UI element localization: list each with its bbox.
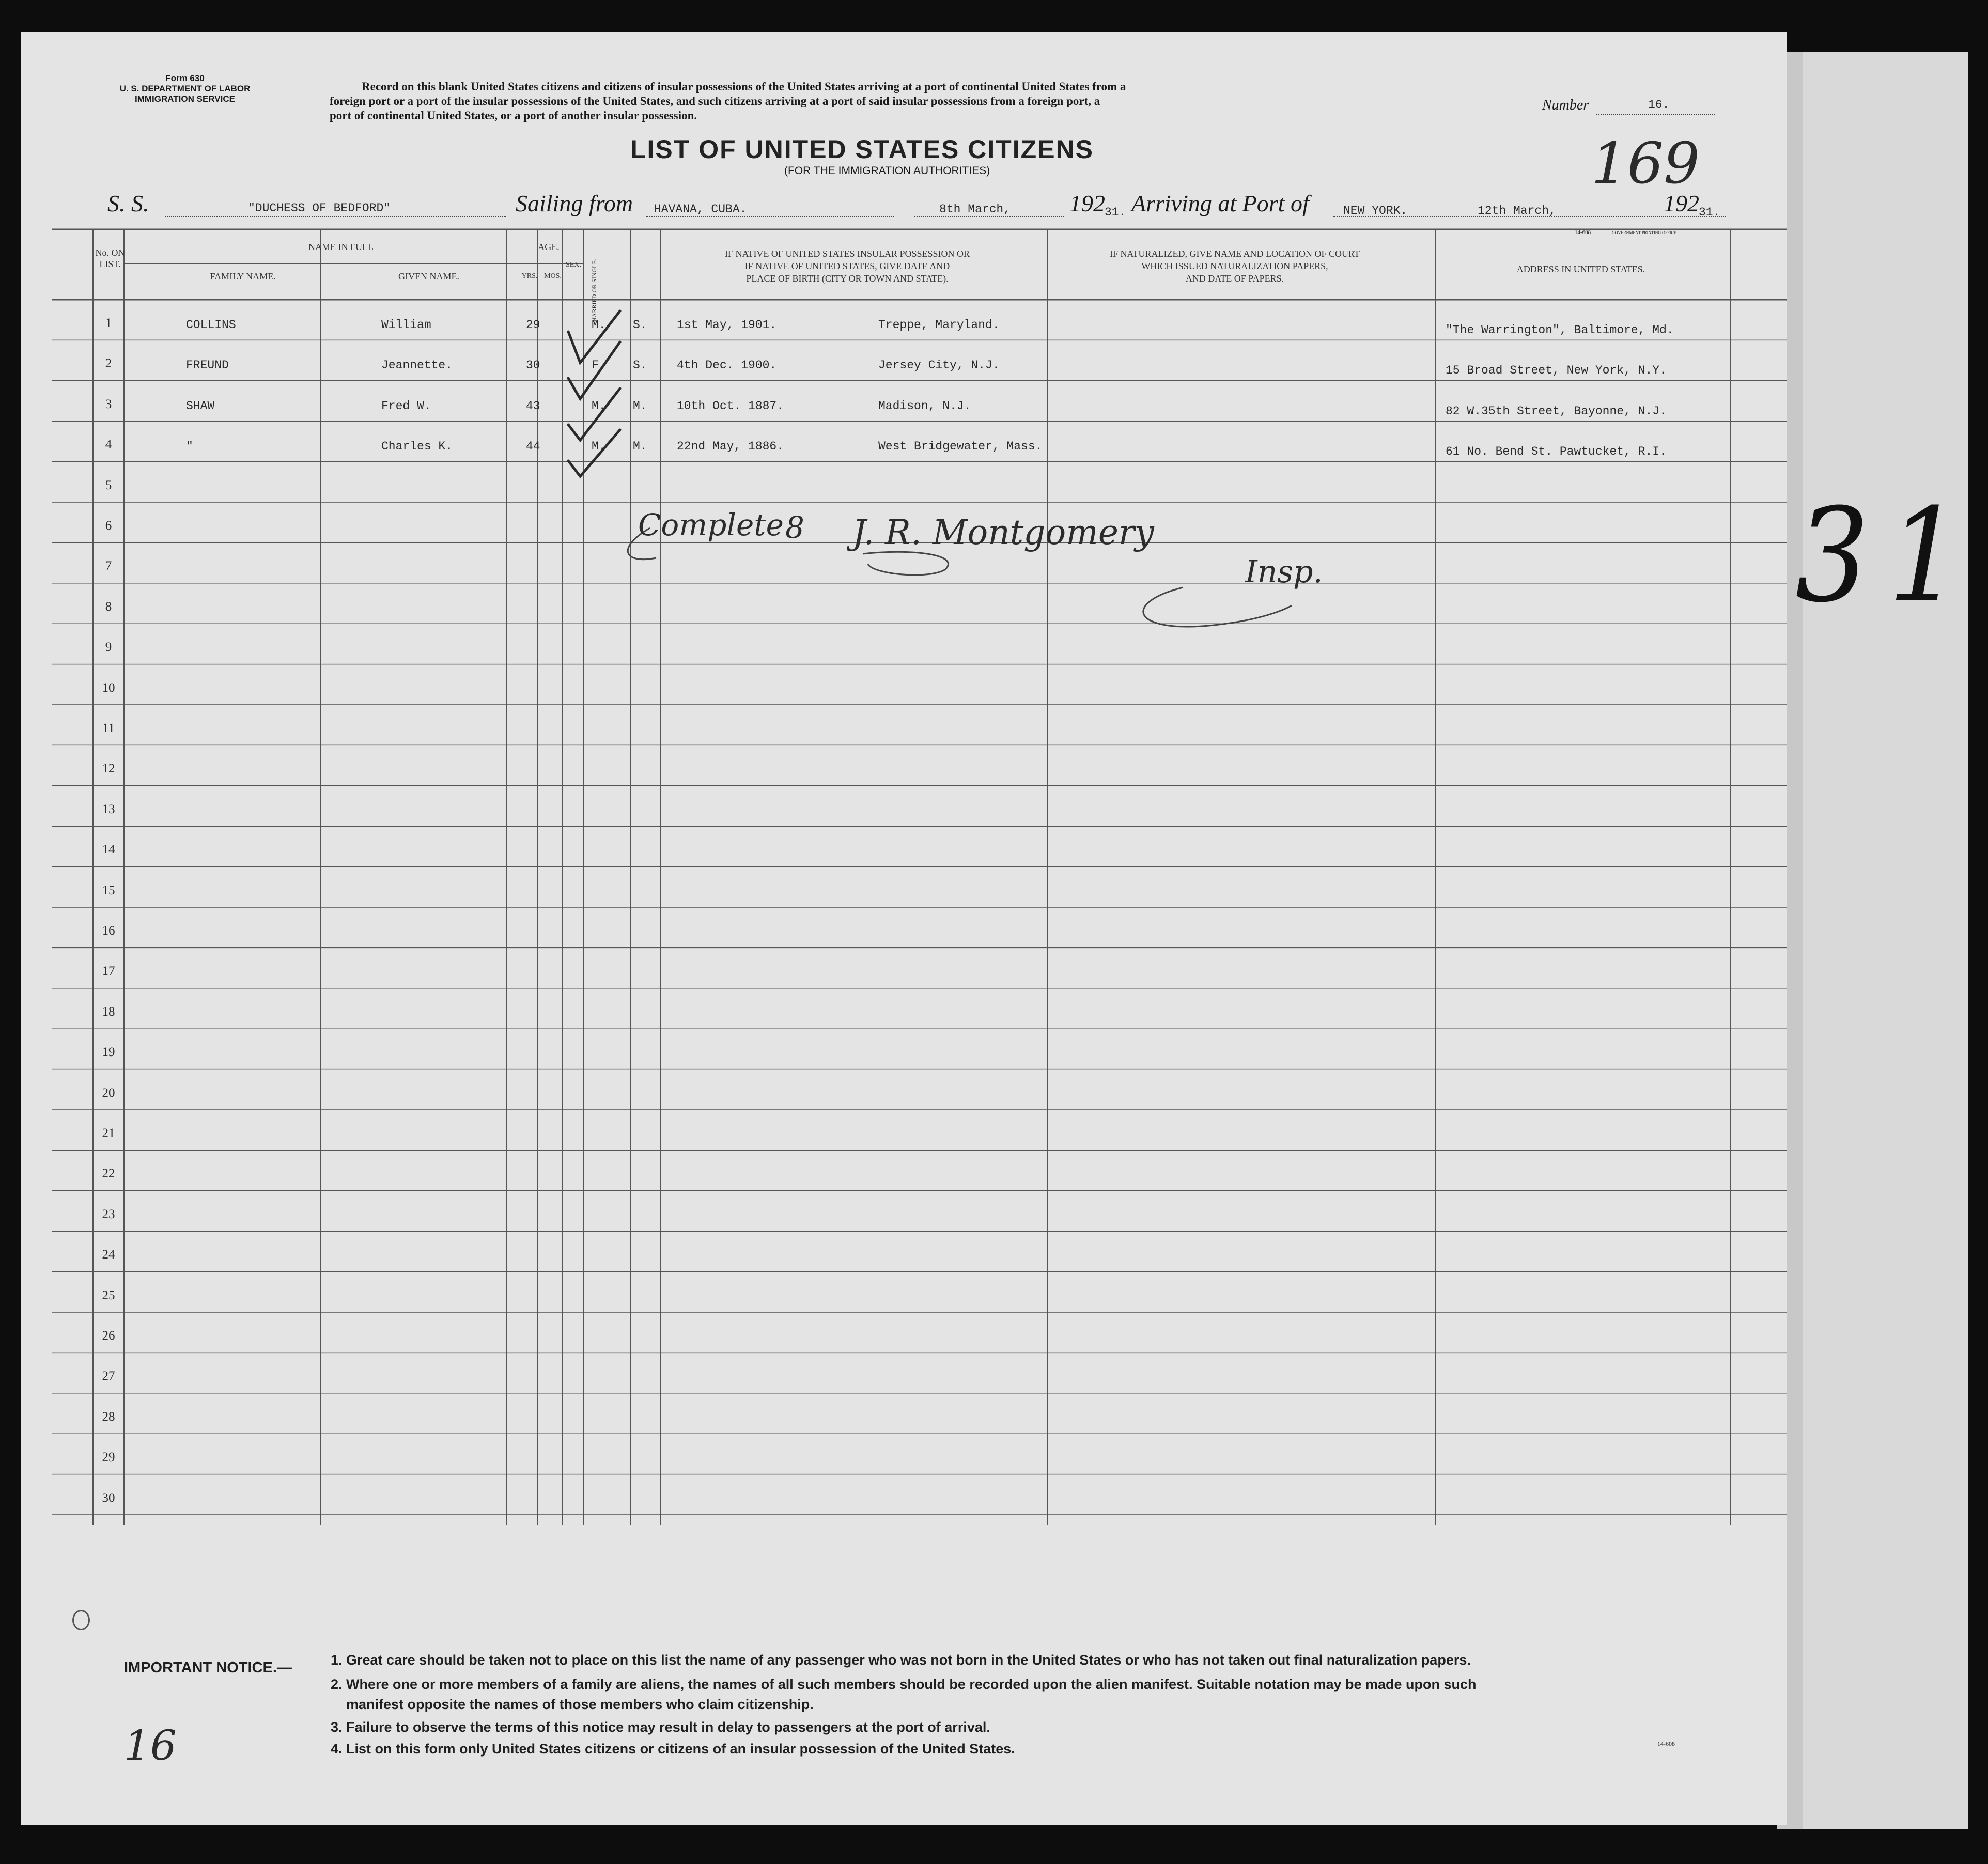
amount-note: 8 bbox=[785, 510, 804, 545]
row-number: 12 bbox=[102, 762, 115, 776]
document-title: LIST OF UNITED STATES CITIZENS bbox=[630, 135, 1094, 164]
arrival-date: 12th March, bbox=[1478, 204, 1556, 218]
check-marks bbox=[21, 32, 1787, 1825]
ship-label: S. S. bbox=[107, 190, 149, 216]
marital-status-cell: S. bbox=[633, 359, 647, 372]
birth-place-cell: Madison, N.J. bbox=[878, 399, 971, 413]
column-header-married-or-single: MARRIED OR SINGLE. bbox=[591, 259, 598, 323]
row-number: 30 bbox=[102, 1490, 115, 1505]
notice-item-3: 3. Failure to observe the terms of this notice may result in delay to passengers at the port of arrival. bbox=[331, 1719, 990, 1735]
department-name: U. S. DEPARTMENT OF LABOR bbox=[119, 84, 251, 94]
page-number-handwritten: 169 bbox=[1591, 130, 1700, 196]
sailing-date: 8th March, bbox=[939, 203, 1011, 216]
column-header-birth-2: IF NATIVE OF UNITED STATES, GIVE DATE AND bbox=[744, 261, 950, 271]
sailing-port: HAVANA, CUBA. bbox=[654, 203, 747, 216]
birth-date-cell: 4th Dec. 1900. bbox=[677, 359, 777, 372]
birth-date-cell: 10th Oct. 1887. bbox=[677, 399, 784, 413]
column-header-yrs: YRS. bbox=[521, 272, 538, 280]
sailing-year-suffix: 31. bbox=[1105, 206, 1126, 219]
row-number: 13 bbox=[102, 802, 115, 816]
address-cell: "The Warrington", Baltimore, Md. bbox=[1446, 323, 1674, 337]
row-number: 5 bbox=[105, 478, 112, 492]
given-name-cell: William bbox=[381, 318, 431, 332]
row-number: 21 bbox=[102, 1126, 115, 1140]
notice-item-2a: 2. Where one or more members of a family are aliens, the names of all such members should be recorded upon the alien manifest. Suitable notation may be made upon such bbox=[331, 1676, 1477, 1692]
instruction-line-3: port of continental United States, or a port of another insular possession. bbox=[330, 109, 697, 122]
form-number: Form 630 bbox=[165, 73, 205, 83]
marital-status-cell: M. bbox=[633, 399, 647, 413]
row-number: 4 bbox=[105, 438, 112, 452]
sailing-from-label: Sailing from bbox=[516, 190, 633, 216]
row-number: 26 bbox=[102, 1329, 115, 1343]
arrival-year-prefix: 192 bbox=[1664, 190, 1699, 216]
column-header-name-in-full: NAME IN FULL bbox=[308, 242, 374, 252]
given-name-cell: Fred W. bbox=[381, 399, 431, 413]
row-number: 2 bbox=[105, 356, 112, 371]
row-number: 25 bbox=[102, 1288, 115, 1302]
inspector-title: Insp. bbox=[1245, 554, 1323, 590]
address-cell: 82 W.35th Street, Bayonne, N.J. bbox=[1446, 404, 1667, 418]
row-number: 19 bbox=[102, 1045, 115, 1060]
family-name-cell: " bbox=[186, 440, 193, 454]
column-header-age: AGE. bbox=[538, 242, 560, 252]
family-name-cell: SHAW bbox=[186, 399, 215, 413]
signature-flourish bbox=[863, 552, 948, 575]
notice-item-1: 1. Great care should be taken not to place on this list the name of any passenger who was not born in the United States or who has not taken out final naturalization papers. bbox=[331, 1652, 1471, 1668]
notice-heading: IMPORTANT NOTICE.— bbox=[124, 1659, 292, 1676]
marital-status-cell: M. bbox=[633, 440, 647, 454]
sailing-year-prefix: 192 bbox=[1069, 190, 1105, 216]
row-number: 18 bbox=[102, 1004, 115, 1019]
marital-status-cell: S. bbox=[633, 318, 647, 332]
birth-place-cell: Jersey City, N.J. bbox=[878, 359, 1000, 372]
family-name-cell: FREUND bbox=[186, 359, 229, 372]
column-header-family-name: FAMILY NAME. bbox=[210, 271, 276, 282]
notice-item-2b: manifest opposite the names of those members who claim citizenship. bbox=[346, 1697, 814, 1712]
inspector-flourish bbox=[1143, 587, 1292, 627]
family-name-cell: COLLINS bbox=[186, 318, 236, 332]
complete-note: Complete bbox=[638, 507, 784, 542]
row-number: 16 bbox=[102, 924, 115, 938]
column-header-birth-3: PLACE OF BIRTH (CITY OR TOWN AND STATE). bbox=[746, 273, 949, 284]
row-number: 11 bbox=[102, 721, 115, 735]
back-sheet-handwriting: 31 bbox=[1795, 480, 1981, 631]
row-number: 29 bbox=[102, 1450, 115, 1465]
instruction-line-1: Record on this blank United States citizens and citizens of insular possessions of the United States arriving at a port of continental United States from a bbox=[362, 80, 1126, 93]
row-number: 15 bbox=[102, 883, 115, 897]
number-label: Number bbox=[1542, 97, 1589, 113]
column-header-mos: MOS. bbox=[544, 272, 562, 280]
sex-cell: F. bbox=[592, 359, 606, 372]
arriving-label: Arriving at Port of bbox=[1131, 190, 1309, 216]
instruction-line-2: foreign port or a port of the insular possessions of the United States, and such citizens arriving at a port of said insular possessions from a foreign port, a bbox=[330, 95, 1100, 107]
print-code-top: 14-608 bbox=[1575, 229, 1591, 236]
row-number: 24 bbox=[102, 1248, 115, 1262]
column-header-naturalized-1: IF NATURALIZED, GIVE NAME AND LOCATION OF COURT bbox=[1110, 248, 1360, 259]
row-number: 9 bbox=[105, 640, 112, 655]
row-number: 20 bbox=[102, 1085, 115, 1100]
row-number: 22 bbox=[102, 1167, 115, 1181]
row-number: 14 bbox=[102, 843, 115, 857]
sex-cell: M. bbox=[592, 440, 606, 454]
given-name-cell: Jeannette. bbox=[381, 359, 453, 372]
row-number: 3 bbox=[105, 397, 112, 411]
service-name: IMMIGRATION SERVICE bbox=[135, 94, 235, 104]
notice-item-4: 4. List on this form only United States citizens or citizens of an insular possession of the United States. bbox=[331, 1741, 1015, 1757]
column-header-address: ADDRESS IN UNITED STATES. bbox=[1516, 264, 1645, 274]
ship-name: "DUCHESS OF BEDFORD" bbox=[248, 201, 391, 215]
age-years-cell: 30 bbox=[526, 359, 540, 372]
address-cell: 15 Broad Street, New York, N.Y. bbox=[1446, 364, 1667, 378]
column-header-sex: SEX. bbox=[566, 261, 581, 269]
column-header-birth-1: IF NATIVE OF UNITED STATES INSULAR POSSESSION OR bbox=[724, 248, 970, 259]
row-number: 7 bbox=[105, 559, 112, 573]
row-number: 8 bbox=[105, 599, 112, 614]
address-cell: 61 No. Bend St. Pawtucket, R.I. bbox=[1446, 445, 1667, 459]
document-subtitle: (FOR THE IMMIGRATION AUTHORITIES) bbox=[784, 165, 990, 177]
birth-place-cell: Treppe, Maryland. bbox=[878, 318, 1000, 332]
birth-date-cell: 1st May, 1901. bbox=[677, 318, 777, 332]
number-value: 16. bbox=[1648, 98, 1670, 112]
birth-place-cell: West Bridgewater, Mass. bbox=[878, 440, 1043, 454]
row-number: 28 bbox=[102, 1409, 115, 1424]
row-number: 10 bbox=[102, 680, 115, 695]
row-number: 6 bbox=[105, 519, 112, 533]
column-header-naturalized-3: AND DATE OF PAPERS. bbox=[1185, 273, 1284, 284]
column-header-no: No. ON LIST. bbox=[95, 247, 125, 269]
underlying-page bbox=[1781, 52, 1968, 1829]
age-years-cell: 44 bbox=[526, 440, 540, 454]
print-office: GOVERNMENT PRINTING OFFICE bbox=[1612, 230, 1676, 235]
inspector-signature: J. R. Montgomery bbox=[852, 512, 1154, 552]
margin-handwritten-number: 16 bbox=[124, 1721, 177, 1769]
manifest-sheet bbox=[21, 32, 1787, 1825]
column-header-naturalized-2: WHICH ISSUED NATURALIZATION PAPERS, bbox=[1141, 261, 1328, 271]
row-number: 23 bbox=[102, 1207, 115, 1221]
age-years-cell: 29 bbox=[526, 318, 540, 332]
print-code-bottom: 14-608 bbox=[1657, 1740, 1675, 1747]
sex-cell: M. bbox=[592, 399, 606, 413]
check-mark-3 bbox=[568, 389, 620, 440]
punch-hole bbox=[72, 1610, 90, 1630]
age-years-cell: 43 bbox=[526, 399, 540, 413]
birth-date-cell: 22nd May, 1886. bbox=[677, 440, 784, 454]
arrival-port: NEW YORK. bbox=[1343, 204, 1408, 218]
row-number: 27 bbox=[102, 1369, 115, 1384]
given-name-cell: Charles K. bbox=[381, 440, 453, 454]
sex-cell: M. bbox=[592, 318, 606, 332]
column-header-given-name: GIVEN NAME. bbox=[398, 271, 459, 282]
row-number: 1 bbox=[105, 316, 112, 330]
row-number: 17 bbox=[102, 964, 115, 978]
arrival-year-suffix: 31. bbox=[1699, 206, 1720, 219]
